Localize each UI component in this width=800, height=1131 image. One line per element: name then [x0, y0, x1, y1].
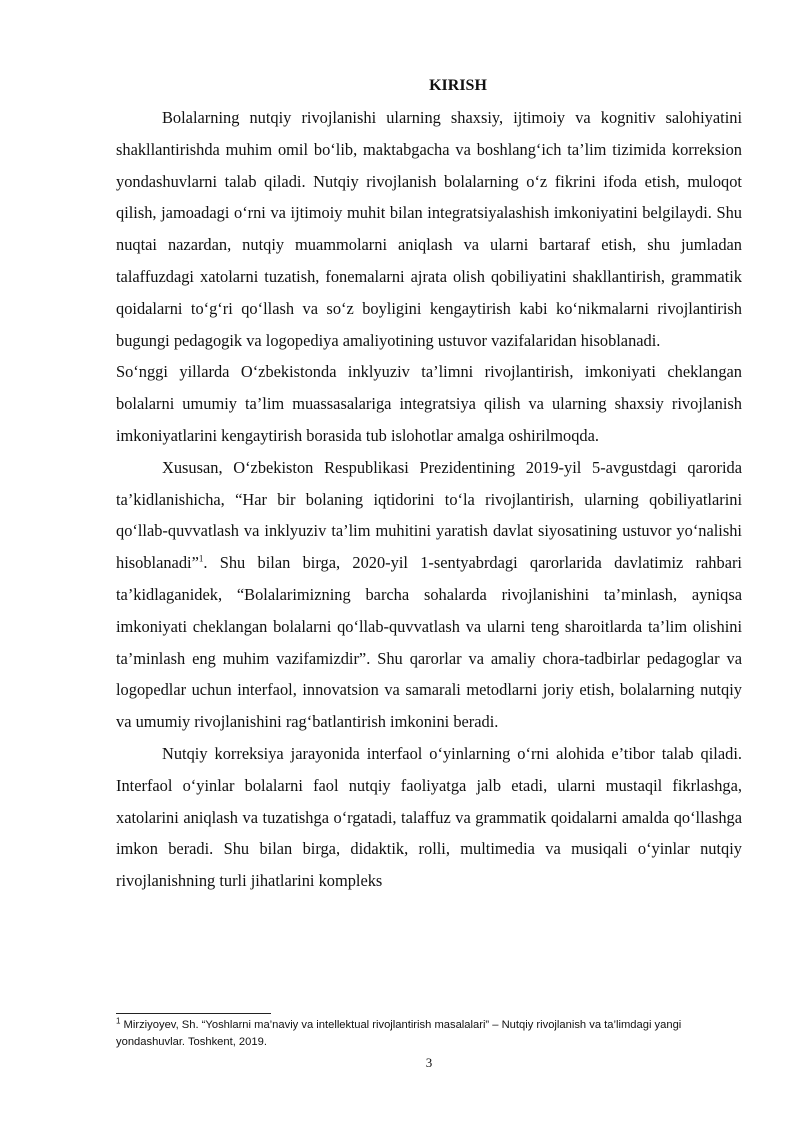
section-heading: KIRISH — [429, 77, 487, 94]
paragraph-3-text-before: Xususan, O‘zbekiston Respublikasi Prezidentining 2019-yil 5-avgustdagi qarorida ta’kidlanishicha, “Har bir bolaning iqtidorini to‘la rivojlantirish, ularning qobiliyatlarini qo‘llab-quvvatlash va inklyuziv ta’lim muhitini yaratish davlat siyosatining ustuvor yo‘nalishi hisoblanadi” — [116, 457, 742, 573]
footnote-marker: 1 — [116, 1016, 121, 1026]
paragraph-2: So‘nggi yillarda O‘zbekistonda inklyuziv ta’limni rivojlantirish, imkoniyati cheklangan bolalarni umumiy ta’lim muassasalariga integratsiya qilish va ularning shaxsiy rivojlanish imkoniyatlarini kengaytirish borasida tub islohotlar amalga oshirilmoqda. — [116, 362, 742, 445]
page-number: 3 — [425, 1055, 433, 1070]
footnote-text: Mirziyoyev, Sh. “Yoshlarni ma’naviy va intellektual rivojlantirish masalalari” – Nutqiy rivojlanish va ta’limdagi yangi yondashuvlar. Toshkent, 2019. — [116, 1019, 682, 1048]
footnote-reference[interactable]: 1 — [198, 553, 204, 564]
paragraph-3-text-after: . Shu bilan birga, 2020-yil 1-sentyabrdagi qarorlarida davlatimiz rahbari ta’kidlaganidek, “Bolalarimizning barcha sohalarda rivojlanishini ta’minlash, ayniqsa imkoniyati cheklangan bolalarni qo‘llab-quvvatlash va ularni teng sharoitlarda ta’lim olishini ta’minlash eng muhim vazifamizdir”. Shu qarorlar va amaliy chora-tadbirlar pedagoglar va logopedlar uchun interfaol, innovatsion va samarali metodlarni joriy etish, bolalarning nutqiy va umumiy rivojlanishini rag‘batlantirish imkonini beradi. — [116, 553, 742, 732]
paragraph-3 — [116, 452, 742, 738]
paragraph-1: Bolalarning nutqiy rivojlanishi ularning shaxsiy, ijtimoiy va kognitiv salohiyatini shakllantirishda muhim omil bo‘lib, maktabgacha va boshlang‘ich ta’lim tizimida korreksion yondashuvlarni talab qiladi. Nutqiy rivojlanish bolalarning o‘z fikrini ifoda etish, muloqot qilish, jamoadagi o‘rni va ijtimoiy muhit bilan integratsiyalashish imkoniyatini belgilaydi. Shu nuqtai nazardan, nutqiy muammolarni aniqlash va ularni bartaraf etish, shu jumladan talaffuzdagi xatolarni tuzatish, fonemalarni ajrata olish qobiliyatini shakllantirish, grammatik qoidalarni to‘g‘ri qo‘llash va so‘z boyligini kengaytirish kabi ko‘nikmalarni rivojlantirish bugungi pedagogik va logopediya amaliyotining ustuvor vazifalaridan hisoblanadi. — [116, 108, 742, 350]
main-text — [116, 74, 742, 897]
footnote-separator — [116, 1013, 271, 1014]
footnote — [116, 1017, 742, 1051]
paragraph-4: Nutqiy korreksiya jarayonida interfaol o‘yinlarning o‘rni alohida e’tibor talab qiladi. Interfaol o‘yinlar bolalarni faol nutqiy faoliyatga jalb etadi, ularni mustaqil fikrlashga, xatolarini aniqlash va tuzatishga o‘rgatadi, talaffuz va grammatik qoidalarni amalda qo‘llashga imkon beradi. Shu bilan birga, didaktik, rolli, multimedia va musiqali o‘yinlar nutqiy rivojlanishning turli jihatlarini kompleks — [116, 743, 742, 891]
